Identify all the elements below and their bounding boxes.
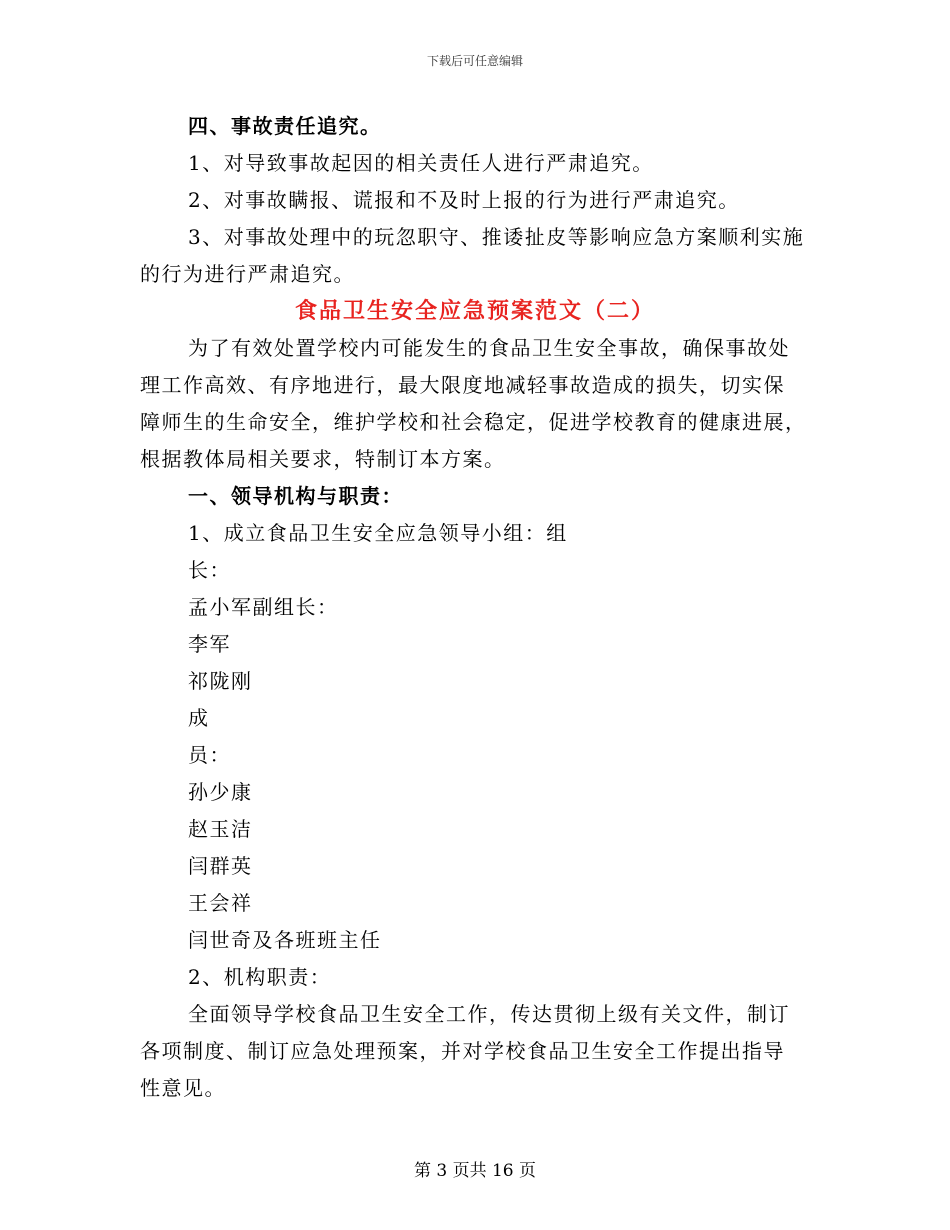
member-line: 李军 (188, 632, 231, 656)
duties-line-3: 性意见。 (140, 1076, 226, 1100)
document-title: 食品卫生安全应急预案范文（二） (294, 298, 655, 324)
duties-line-2: 各项制度、制订应急处理预案，并对学校食品卫生安全工作提出指导 (140, 1039, 785, 1063)
page-footer: 第 3 页共 16 页 (413, 1161, 537, 1181)
member-line: 赵玉洁 (188, 817, 253, 841)
member-line: 闫世奇及各班班主任 (188, 928, 382, 952)
section-four-heading: 四、事故责任追究。 (188, 114, 382, 138)
section-one-sub1: 1、成立食品卫生安全应急领导小组：组 (188, 521, 568, 545)
member-line: 长： (188, 558, 231, 582)
intro-line-4: 根据教体局相关要求，特制订本方案。 (140, 447, 506, 471)
document-body (140, 108, 810, 1107)
member-line: 孙少康 (188, 780, 253, 804)
section-four-item-3: 3、对事故处理中的玩忽职守、推诿扯皮等影响应急方案顺利实施 (188, 225, 805, 249)
intro-line-3: 障师生的生命安全，维护学校和社会稳定，促进学校教育的健康进展， (140, 410, 807, 434)
member-line: 闫群英 (188, 854, 253, 878)
section-one-sub2: 2、机构职责： (188, 965, 332, 989)
duties-line-1: 全面领导学校食品卫生安全工作，传达贯彻上级有关文件，制订 (188, 1002, 790, 1026)
section-four-item-3-continued: 的行为进行严肃追究。 (140, 262, 355, 286)
member-line: 孟小军副组长： (188, 595, 339, 619)
member-line: 成 (188, 706, 210, 730)
member-line: 王会祥 (188, 891, 253, 915)
intro-line-1: 为了有效处置学校内可能发生的食品卫生安全事故，确保事故处 (188, 336, 790, 360)
member-line: 祁陇刚 (188, 669, 253, 693)
member-line: 员： (188, 743, 231, 767)
section-one-heading: 一、领导机构与职责： (188, 484, 403, 508)
intro-line-2: 理工作高效、有序地进行，最大限度地减轻事故造成的损失，切实保 (140, 373, 785, 397)
header-note: 下载后可任意编辑 (426, 54, 523, 68)
section-four-item-2: 2、对事故瞒报、谎报和不及时上报的行为进行严肃追究。 (188, 188, 740, 212)
section-four-item-1: 1、对导致事故起因的相关责任人进行严肃追究。 (188, 151, 654, 175)
